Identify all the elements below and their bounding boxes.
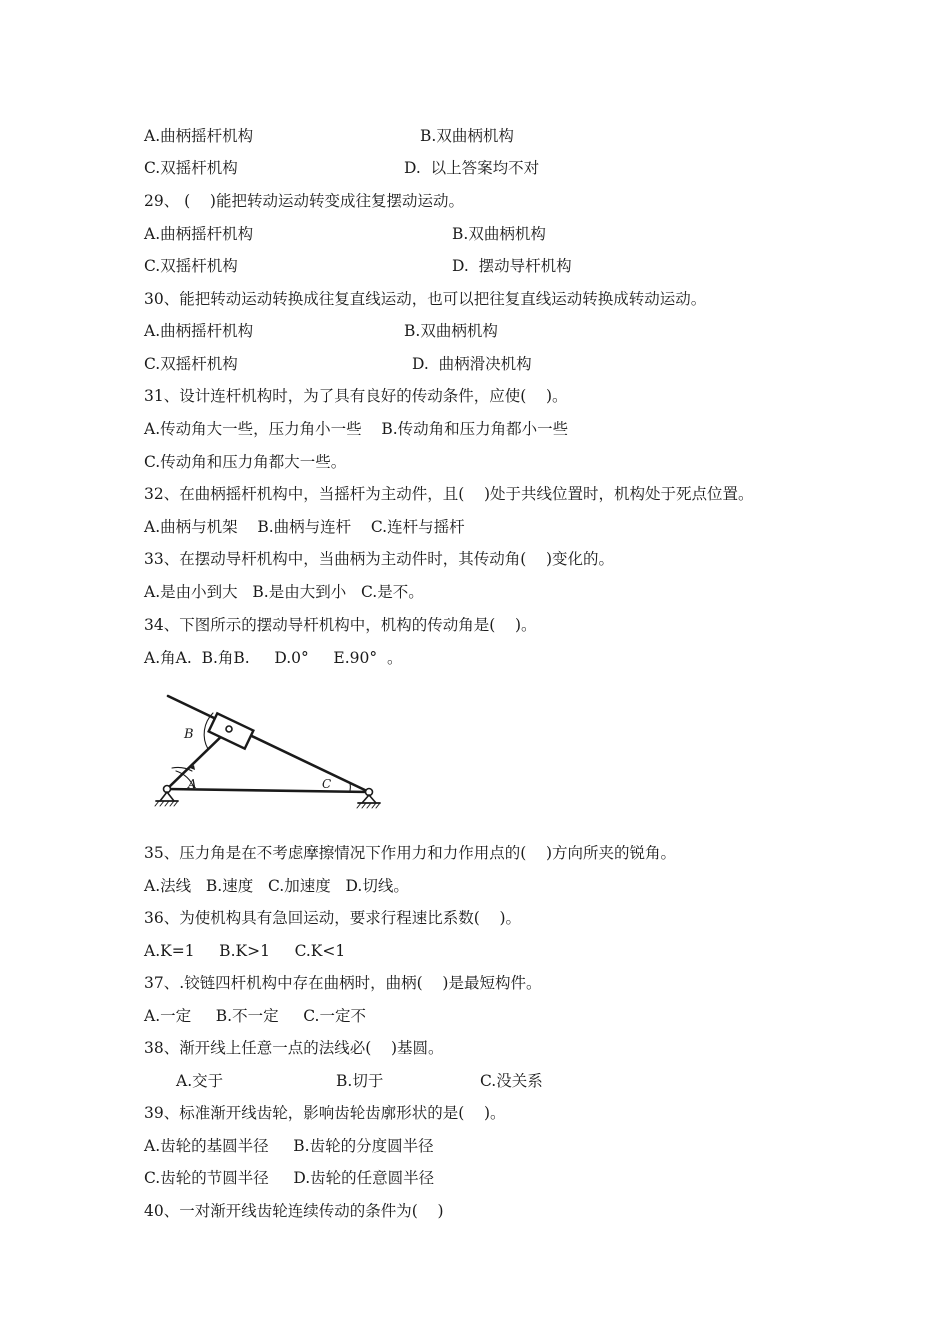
question-35: 35、压力角是在不考虑摩擦情况下作用力和力作用点的( )方向所夹的锐角。 xyxy=(144,844,677,862)
option-line: C.双摇杆机构 xyxy=(144,257,238,275)
option-line: A.角A. B.角B. D.0° E.90° 。 xyxy=(144,649,403,667)
option-line: B.双曲柄机构 xyxy=(420,127,514,145)
option-line: A.曲柄摇杆机构 xyxy=(144,127,254,145)
question-40: 40、一对渐开线齿轮连续传动的条件为( ) xyxy=(144,1202,444,1220)
option-line: C.齿轮的节圆半径 D.齿轮的任意圆半径 xyxy=(144,1169,435,1187)
option-line: A.传动角大一些，压力角小一些 B.传动角和压力角都小一些 xyxy=(144,420,569,438)
question-29: 29、 ( )能把转动运动转变成往复摆动运动。 xyxy=(144,192,464,210)
option-line: C.双摇杆机构 xyxy=(144,159,238,177)
option-line: B.双曲柄机构 xyxy=(452,225,546,243)
question-30: 30、能把转动运动转换成往复直线运动，也可以把往复直线运动转换成转动运动。 xyxy=(144,290,707,308)
label-a: A xyxy=(188,777,197,791)
option-line: A.法线 B.速度 C.加速度 D.切线。 xyxy=(144,877,409,895)
mechanism-figure xyxy=(150,688,390,813)
slider-pin xyxy=(226,726,232,732)
frame-line xyxy=(167,789,369,792)
option-line: D. 以上答案均不对 xyxy=(404,159,540,177)
question-33: 33、在摆动导杆机构中，当曲柄为主动件时，其传动角( )变化的。 xyxy=(144,550,615,568)
question-39: 39、标准渐开线齿轮，影响齿轮齿廓形状的是( )。 xyxy=(144,1104,506,1122)
option-line: C.没关系 xyxy=(480,1072,543,1090)
label-b: B xyxy=(184,727,194,742)
option-line: B.双曲柄机构 xyxy=(404,322,498,340)
question-37: 37、.铰链四杆机构中存在曲柄时，曲柄( )是最短构件。 xyxy=(144,974,542,992)
option-line: A.一定 B.不一定 C.一定不 xyxy=(144,1007,366,1025)
question-32: 32、在曲柄摇杆机构中，当摇杆为主动件，且( )处于共线位置时，机构处于死点位置。 xyxy=(144,485,754,503)
option-line: B.切于 xyxy=(336,1072,384,1090)
option-line: A.K=1 B.K>1 C.K<1 xyxy=(144,942,346,960)
option-line: A.曲柄与机架 B.曲柄与连杆 C.连杆与摇杆 xyxy=(144,518,465,536)
option-line: D. 摆动导杆机构 xyxy=(452,257,572,275)
option-line: C.传动角和压力角都大一些。 xyxy=(144,453,347,471)
guide-bar xyxy=(168,696,369,792)
option-line: C.双摇杆机构 xyxy=(144,355,238,373)
label-c: C xyxy=(322,777,332,791)
option-line: A.曲柄摇杆机构 xyxy=(144,225,254,243)
question-36: 36、为使机构具有急回运动，要求行程速比系数( )。 xyxy=(144,909,522,927)
question-31: 31、设计连杆机构时，为了具有良好的传动条件，应使( )。 xyxy=(144,387,568,405)
question-34: 34、下图所示的摆动导杆机构中，机构的传动角是( )。 xyxy=(144,616,537,634)
option-line: A.是由小到大 B.是由大到小 C.是不。 xyxy=(144,583,424,601)
question-38: 38、渐开线上任意一点的法线必( )基圆。 xyxy=(144,1039,444,1057)
option-line: A.齿轮的基圆半径 B.齿轮的分度圆半径 xyxy=(144,1137,434,1155)
option-line: D. 曲柄滑决机构 xyxy=(412,355,532,373)
option-line: A.曲柄摇杆机构 xyxy=(144,322,254,340)
option-line: A.交于 xyxy=(176,1072,224,1090)
